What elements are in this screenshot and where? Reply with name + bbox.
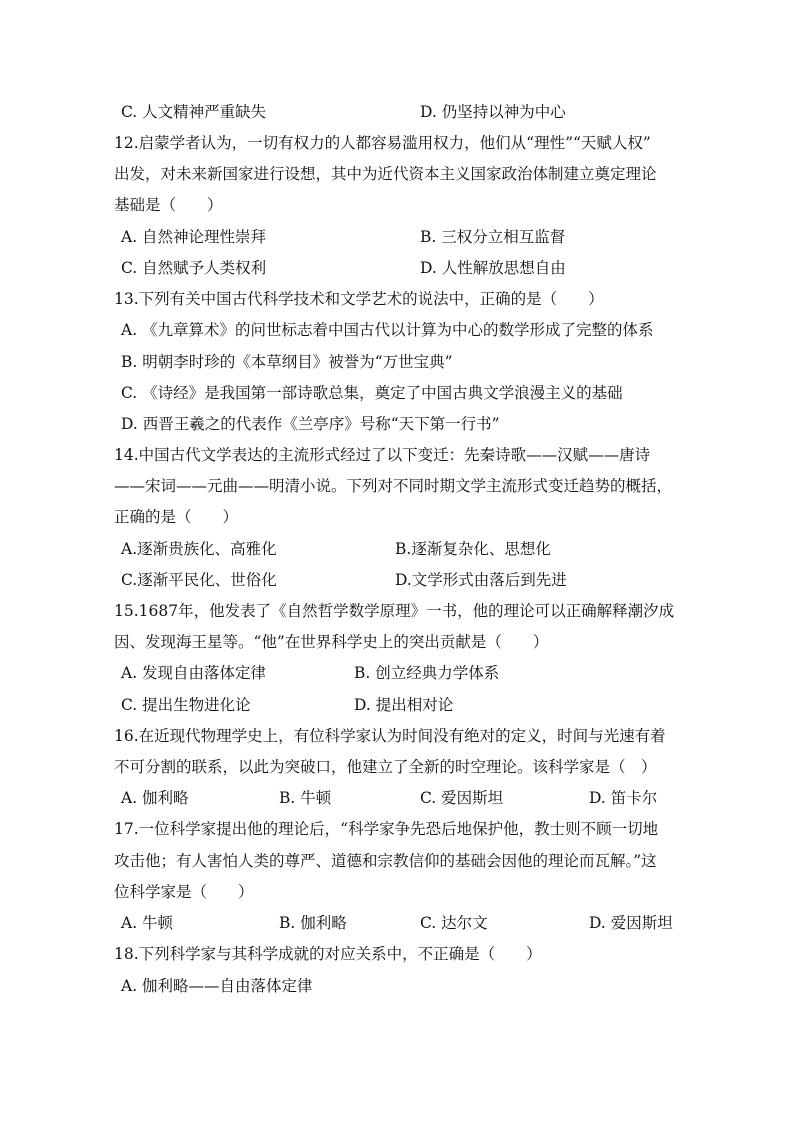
q17-option-b: B. 伽利略 <box>279 914 347 932</box>
q14-stem-line-1: 14.中国古代文学表达的主流形式经过了以下变迁：先秦诗歌——汉赋——唐诗 <box>114 446 651 464</box>
q12-option-a: A. 自然神论理性崇拜 <box>121 228 267 246</box>
q16-option-a: A. 伽利略 <box>121 789 189 807</box>
q17-option-c: C. 达尔文 <box>420 914 488 932</box>
q17-option-a: A. 牛顿 <box>121 914 174 932</box>
q15-option-c: C. 提出生物进化论 <box>121 696 251 714</box>
q15-stem-line-1: 15.1687年，他发表了《自然哲学数学原理》一书，他的理论可以正确解释潮汐成 <box>114 602 675 620</box>
q14-option-c: C.逐渐平民化、世俗化 <box>121 571 277 589</box>
q13-option-c: C. 《诗经》是我国第一部诗歌总集，奠定了中国古典文学浪漫主义的基础 <box>121 384 623 402</box>
q15-option-d: D. 提出相对论 <box>354 696 454 714</box>
q13-option-b: B. 明朝李时珍的《本草纲目》被誉为“万世宝典” <box>121 353 453 371</box>
q15-option-a: A. 发现自由落体定律 <box>121 664 267 682</box>
q12-option-d: D. 人性解放思想自由 <box>420 259 566 277</box>
q17-stem-line-2: 攻击他；有人害怕人类的尊严、道德和宗教信仰的基础会因他的理论而瓦解。”这 <box>114 852 657 870</box>
q11-option-c: C. 人文精神严重缺失 <box>121 103 267 121</box>
q13-option-a: A. 《九章算术》的问世标志着中国古代以计算为中心的数学形成了完整的体系 <box>121 321 654 339</box>
q17-stem-line-1: 17.一位科学家提出他的理论后，“科学家争先恐后地保护他，教士则不顾一切地 <box>114 820 659 838</box>
q12-stem-line-2: 出发，对未来新国家进行设想，其中为近代资本主义国家政治体制建立奠定理论 <box>114 165 657 183</box>
q17-stem-line-3: 位科学家是（ ） <box>114 883 254 901</box>
q16-stem-line-2: 不可分割的联系，以此为突破口，他建立了全新的时空理论。该科学家是（ ） <box>114 758 657 776</box>
q12-stem-line-3: 基础是（ ） <box>114 196 223 214</box>
q13-option-d: D. 西晋王羲之的代表作《兰亭序》号称“天下第一行书” <box>121 415 500 433</box>
q14-option-b: B.逐渐复杂化、思想化 <box>395 540 551 558</box>
q12-stem-line-1: 12.启蒙学者认为，一切有权力的人都容易滥用权力，他们从“理性”“天赋人权” <box>114 134 651 152</box>
q13-stem-line-1: 13.下列有关中国古代科学技术和文学艺术的说法中，正确的是（ ） <box>114 290 604 308</box>
q12-option-c: C. 自然赋予人类权利 <box>121 259 267 277</box>
q16-option-b: B. 牛顿 <box>279 789 332 807</box>
q14-option-a: A.逐渐贵族化、高雅化 <box>121 540 277 558</box>
q16-stem-line-1: 16.在近现代物理学史上，有位科学家认为时间没有绝对的定义，时间与光速有着 <box>114 727 666 745</box>
q15-stem-line-2: 因、发现海王星等。“他”在世界科学史上的突出贡献是（ ） <box>114 633 549 651</box>
q14-stem-line-2: ——宋词——元曲——明清小说。下列对不同时期文学主流形式变迁趋势的概括， <box>114 477 673 495</box>
q12-option-b: B. 三权分立相互监督 <box>420 228 566 246</box>
q18-option-a: A. 伽利略——自由落体定律 <box>121 977 313 995</box>
q16-option-d: D. 笛卡尔 <box>589 789 658 807</box>
q17-option-d: D. 爱因斯坦 <box>589 914 673 932</box>
q16-option-c: C. 爱因斯坦 <box>420 789 504 807</box>
q14-option-d: D.文学形式由落后到先进 <box>395 571 567 589</box>
q15-option-b: B. 创立经典力学体系 <box>354 664 500 682</box>
q14-stem-line-3: 正确的是（ ） <box>114 508 239 526</box>
q11-option-d: D. 仍坚持以神为中心 <box>420 103 566 121</box>
q18-stem-line-1: 18.下列科学家与其科学成就的对应关系中，不正确是（ ） <box>114 945 542 963</box>
